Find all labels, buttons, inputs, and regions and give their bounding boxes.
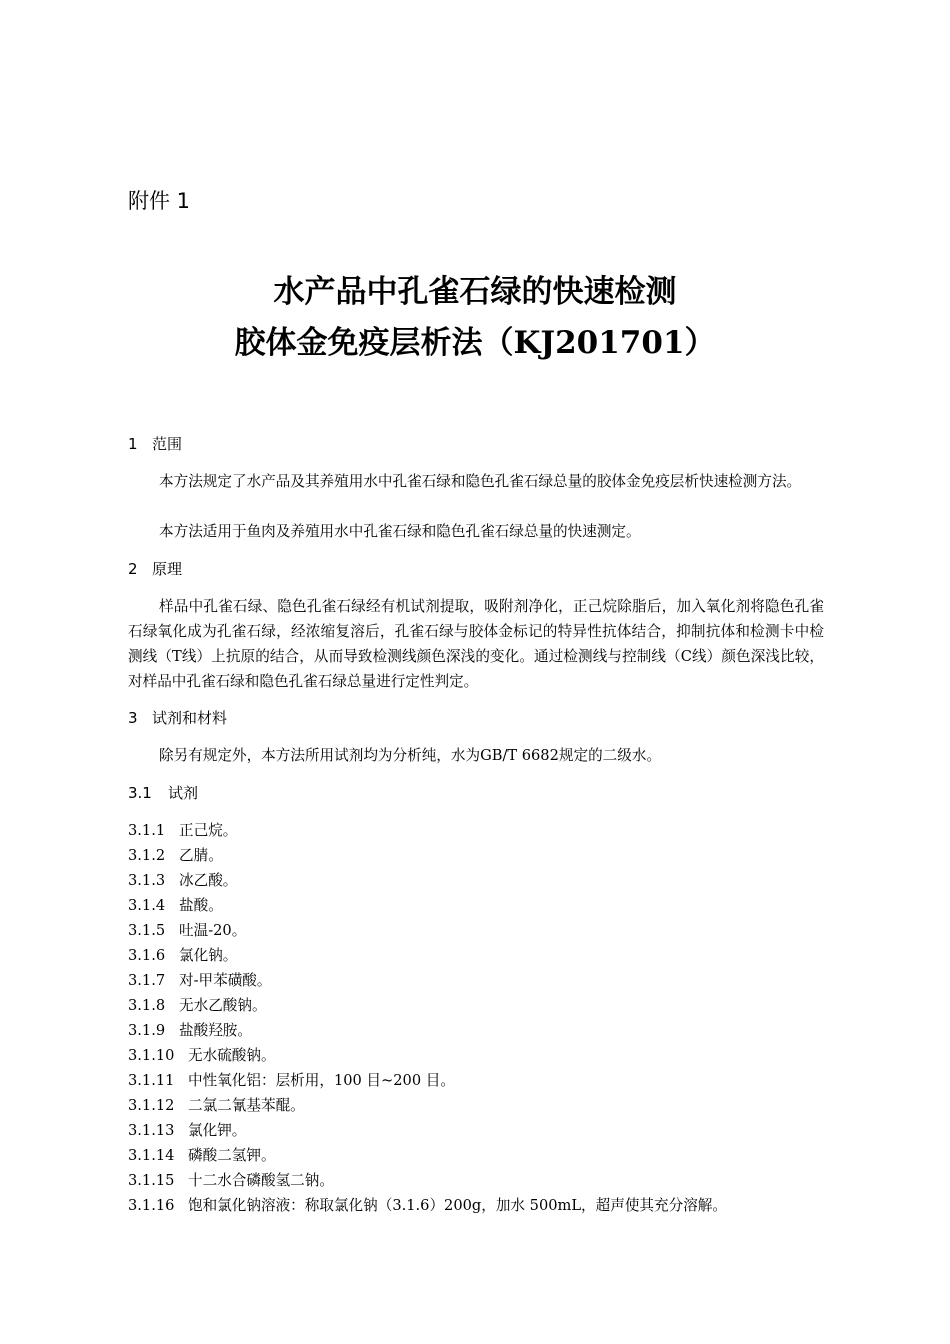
scope-paragraph-1: 本方法规定了水产品及其养殖用水中孔雀石绿和隐色孔雀石绿总量的胶体金免疫层析快速检测方法。 [159, 473, 802, 490]
section-heading-scope [128, 433, 182, 455]
item-text: 正己烷。 [179, 822, 238, 839]
item-text: 无水硫酸钠。 [188, 1047, 276, 1064]
subsection-number: 3.1 [128, 784, 152, 802]
section-number: 1 [128, 435, 138, 453]
item-code: 3.1.9 [128, 1022, 166, 1039]
list-item [128, 1018, 828, 1043]
item-text: 十二水合磷酸氢二钠。 [188, 1172, 334, 1189]
item-code: 3.1.14 [128, 1147, 175, 1164]
item-code: 3.1.12 [128, 1097, 175, 1114]
section-title: 原理 [152, 560, 183, 578]
item-code: 3.1.4 [128, 897, 166, 914]
item-code: 3.1.1 [128, 822, 166, 839]
item-text: 磷酸二氢钾。 [188, 1147, 276, 1164]
item-text: 氯化钠。 [179, 947, 238, 964]
item-text: 盐酸羟胺。 [179, 1022, 252, 1039]
list-item [128, 868, 828, 893]
section-heading-reagents [128, 707, 227, 729]
item-code: 3.1.2 [128, 847, 166, 864]
section-number: 3 [128, 709, 138, 727]
list-item [128, 1093, 828, 1118]
item-text: 氯化钾。 [188, 1122, 247, 1139]
item-code: 3.1.13 [128, 1122, 175, 1139]
section-title: 试剂和材料 [152, 709, 228, 727]
list-item [128, 818, 828, 843]
item-text: 中性氧化铝：层析用，100 目~200 目。 [188, 1072, 455, 1089]
section-title: 范围 [152, 435, 183, 453]
item-code: 3.1.11 [128, 1072, 175, 1089]
list-item [128, 1068, 828, 1093]
item-text: 饱和氯化钠溶液：称取氯化钠（3.1.6）200g，加水 500mL，超声使其充分溶解。 [188, 1197, 727, 1214]
list-item [128, 968, 828, 993]
subsection-heading-reagents [128, 782, 198, 804]
item-text: 吐温-20。 [179, 922, 247, 939]
item-code: 3.1.16 [128, 1197, 175, 1214]
document-title-line1: 水产品中孔雀石绿的快速检测 [273, 274, 677, 310]
principle-paragraph: 样品中孔雀石绿、隐色孔雀石绿经有机试剂提取，吸附剂净化，正己烷除脂后，加入氧化剂将隐色孔雀石绿氧化成为孔雀石绿，经浓缩复溶后，孔雀石绿与胶体金标记的特异性抗体结合，抑制抗体和检测卡中检测线（T线）上抗原的结合，从而导致检测线颜色深浅的变化。通过检测线与控制线（C线）颜色深浅比较，对样品中孔雀石绿和隐色孔雀石绿总量进行定性判定。 [128, 598, 824, 690]
list-item [128, 1193, 828, 1218]
list-item [128, 943, 828, 968]
list-item [128, 843, 828, 868]
item-code: 3.1.7 [128, 972, 166, 989]
list-item [128, 1043, 828, 1068]
subsection-title: 试剂 [168, 784, 199, 802]
item-code: 3.1.8 [128, 997, 166, 1014]
item-text: 盐酸。 [179, 897, 223, 914]
item-text: 冰乙酸。 [179, 872, 238, 889]
list-item [128, 893, 828, 918]
item-code: 3.1.5 [128, 922, 166, 939]
item-code: 3.1.6 [128, 947, 166, 964]
list-item [128, 1168, 828, 1193]
item-code: 3.1.15 [128, 1172, 175, 1189]
section-heading-principle [128, 558, 182, 580]
reagent-list [128, 818, 828, 1218]
item-text: 无水乙酸钠。 [179, 997, 267, 1014]
reagents-paragraph: 除另有规定外，本方法所用试剂均为分析纯，水为GB/T 6682规定的二级水。 [159, 747, 662, 764]
item-code: 3.1.3 [128, 872, 166, 889]
scope-paragraph-2: 本方法适用于鱼肉及养殖用水中孔雀石绿和隐色孔雀石绿总量的快速测定。 [159, 523, 641, 540]
attachment-label: 附件 1 [128, 189, 191, 213]
list-item [128, 1143, 828, 1168]
section-number: 2 [128, 560, 138, 578]
item-text: 乙腈。 [179, 847, 223, 864]
document-title-line2: 胶体金免疫层析法（KJ201701） [234, 325, 716, 361]
list-item [128, 918, 828, 943]
item-code: 3.1.10 [128, 1047, 175, 1064]
item-text: 二氯二氰基苯醌。 [188, 1097, 305, 1114]
list-item [128, 993, 828, 1018]
item-text: 对-甲苯磺酸。 [179, 972, 272, 989]
list-item [128, 1118, 828, 1143]
